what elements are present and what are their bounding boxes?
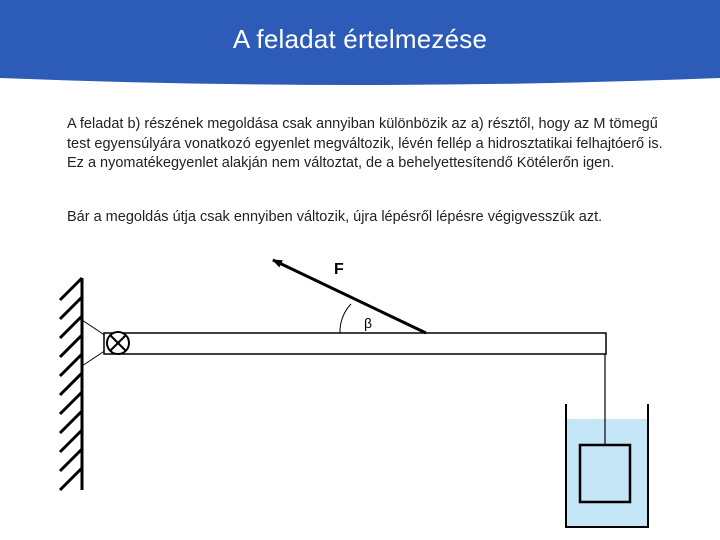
wall [60, 278, 82, 490]
support-strut-upper [82, 320, 106, 336]
paragraph-1: A feladat b) részének megoldása csak annyiban különbözik az a) résztől, hogy az M tömegű test egyensúlyára vonatkozó egyenlet megváltozik, lévén fellép a hidrosztatikai felhajtóerő is. Ez a nyomatékegyenlet alakján nem változtat, de a behelyettesítendő Kötélerőn igen. [67, 116, 663, 171]
paragraph-2: Bár a megoldás útja csak ennyiben változik, újra lépésről lépésre végigvesszük azt. [67, 209, 603, 225]
angle-arc [340, 304, 351, 333]
force-arrow [273, 260, 426, 333]
hinge-icon [107, 332, 129, 354]
beam [104, 333, 606, 354]
support-strut-lower [82, 350, 106, 366]
force-label: F [334, 261, 344, 278]
slide-title: A feladat értelmezése [232, 24, 488, 54]
wall-hatching [60, 278, 82, 490]
mass-block [580, 445, 630, 502]
angle-label: β [364, 315, 373, 331]
physics-diagram [0, 250, 720, 540]
